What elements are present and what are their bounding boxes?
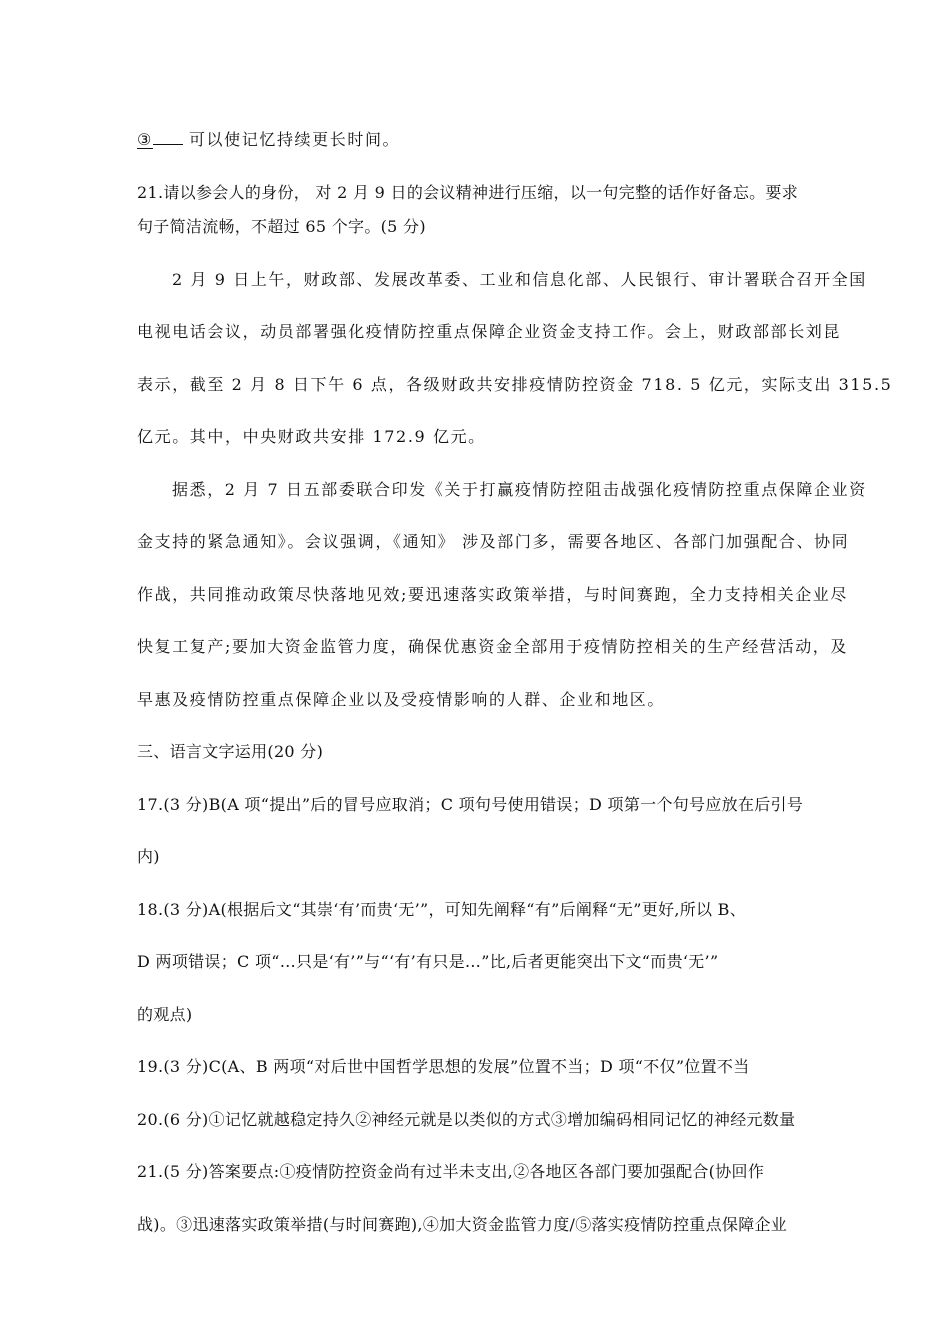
- document-page: [137, 123, 893, 1242]
- passage-2-line-4: 快复工复产;要加大资金监管力度，确保优惠资金全部用于疫情防控相关的生产经营活动，及: [137, 637, 848, 656]
- question-21-line-1: 21.请以参会人的身份， 对 2 月 9 日的会议精神进行压缩，以一句完整的话作好备忘。要求: [137, 182, 799, 202]
- answer-20-line-1: 20.(6 分)①记忆就越稳定持久②神经元就是以类似的方式③增加编码相同记忆的神经元数量: [137, 1109, 796, 1129]
- passage-2-line-1: 据悉，2 月 7 日五部委联合印发《关于打赢疫情防控阻击战强化疫情防控重点保障企业资: [172, 479, 867, 499]
- answer-21-line-1: 21.(5 分)答案要点:①疫情防控资金尚有过半未支出,②各地区各部门要加强配合(协回作: [137, 1162, 765, 1181]
- passage-1-line-3: 表示，截至 2 月 8 日下午 6 点，各级财政共安排疫情防控资金 718. 5 亿元，实际支出 315.5: [137, 374, 893, 394]
- passage-2-line-2: 金支持的紧急通知》。会议强调，《通知》 涉及部门多，需要各地区、各部门加强配合、协同: [137, 532, 850, 551]
- blank-line: [153, 143, 183, 145]
- answer-17-line-1: 17.(3 分)B(A 项“提出”后的冒号应取消；C 项句号使用错误；D 项第一个句号应放在后引号: [137, 794, 804, 814]
- fill-blank-item-3: [137, 123, 817, 158]
- item-text: 可以使记忆持续更长时间。: [188, 130, 401, 149]
- section-title: 三、语言文字运用(20 分): [137, 742, 324, 761]
- answer-17-line-2: 内): [137, 847, 160, 866]
- answer-19-line-1: 19.(3 分)C(A、B 两项“对后世中国哲学思想的发展”位置不当；D 项“不仅”位置不当: [137, 1057, 750, 1076]
- answer-18-line-2: D 两项错误；C 项“…只是‘有’”与“‘有’有只是…”比,后者更能突出下文“而贵‘无’”: [137, 952, 719, 971]
- passage-1-line-1: 2 月 9 日上午，财政部、发展改革委、工业和信息化部、人民银行、审计署联合召开全国: [172, 269, 867, 289]
- answer-18-line-3: 的观点): [137, 1004, 193, 1024]
- passage-2-line-3: 作战，共同推动政策尽快落地见效;要迅速落实政策举措，与时间赛跑，全力支持相关企业尽: [137, 584, 848, 604]
- answer-21-line-2: 战)。③迅速落实政策举措(与时间赛跑),④加大资金监管力度/⑤落实疫情防控重点保障企业: [137, 1214, 788, 1234]
- passage-1-line-2: 电视电话会议，动员部署强化疫情防控重点保障企业资金支持工作。会上，财政部部长刘昆: [137, 322, 842, 341]
- passage-1-line-4: 亿元。其中，中央财政共安排 172.9 亿元。: [137, 427, 486, 446]
- item-number: ③: [137, 130, 153, 149]
- question-21-line-2: 句子简洁流畅，不超过 65 个字。(5 分): [137, 217, 426, 236]
- passage-2-line-5: 早惠及疫情防控重点保障企业以及受疫情影响的人群、企业和地区。: [137, 689, 666, 709]
- answer-18-line-1: 18.(3 分)A(根据后文“其崇‘有’而贵‘无’”，可知先阐释“有”后阐释“无”更好,所以 B、: [137, 899, 747, 919]
